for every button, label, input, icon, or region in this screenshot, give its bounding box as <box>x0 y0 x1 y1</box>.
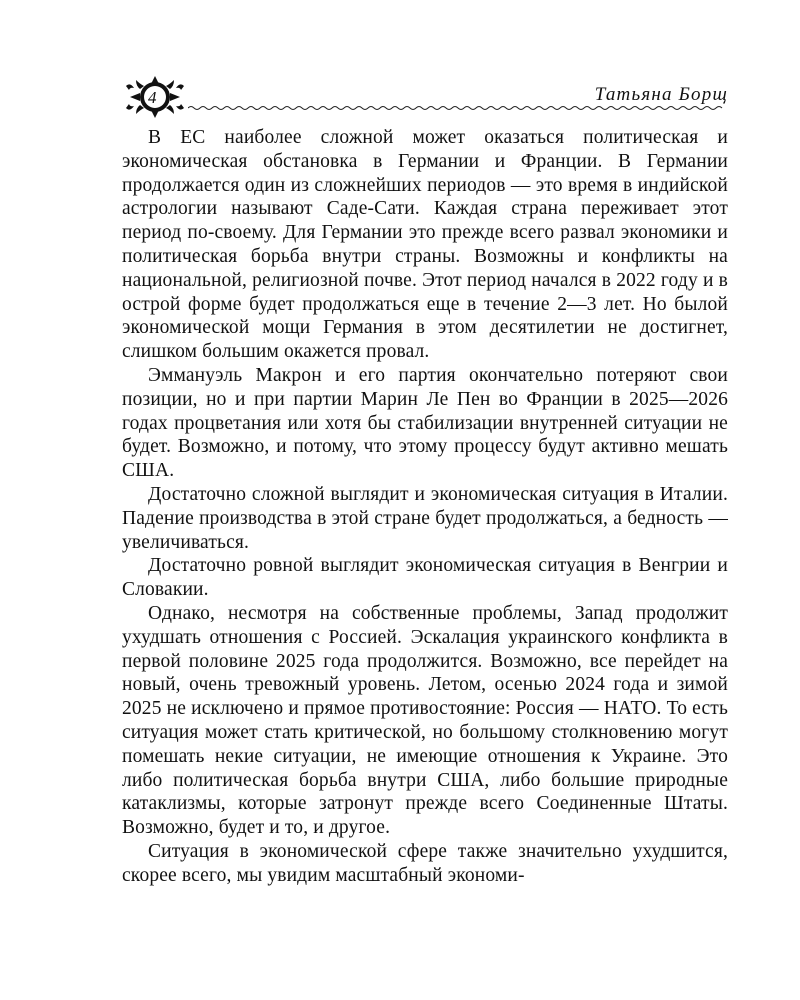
article-body <box>122 126 728 888</box>
paragraph: Ситуация в экономической сфере также значительно ухудшится, скорее всего, мы увидим масштабный экономи- <box>122 840 728 886</box>
page-number: 4 <box>148 88 157 107</box>
author-name: Татьяна Борщ <box>594 84 728 105</box>
paragraph: Эммануэль Макрон и его партия окончательно потеряют свои позиции, но и при партии Марин Ле Пен во Франции в 2025—2026 годах процветания или хотя бы стабилизации внутренней ситуации не будет. Возможно, и потому, что этому процессу будут активно мешать США. <box>122 364 728 482</box>
paragraph: Однако, несмотря на собственные проблемы, Запад продолжит ухудшать отношения с Россией. Эскалация украинского конфликта в первой половине 2025 года продолжится. Возможно, все перейдет на новый, очень тревожный уровень. Летом, осенью 2024 года и зимой 2025 не исключено и прямое противостояние: Россия — НАТО. То есть ситуация может стать критической, но большому столкновению могут помешать некие ситуации, не имеющие отношения к Украине. Это либо политическая борьба внутри США, либо большие природные катаклизмы, которые затронут прежде всего Соединенные Штаты. Возможно, будет и то, и другое. <box>122 602 728 839</box>
running-header <box>118 72 728 122</box>
paragraph: В ЕС наиболее сложной может оказаться политическая и экономическая обстановка в Германии и Франции. В Германии продолжается один из сложнейших периодов — это время в индийской астрологии называют Саде-Сати. Каждая страна переживает этот период по-своему. Для Германии это прежде всего развал экономики и политическая борьба внутри страны. Возможны и конфликты на национальной, религиозной почве. Этот период начался в 2022 году и в острой форме будет продолжаться еще в течение 2—3 лет. Но былой экономической мощи Германия в этом десятилетии не достигнет, слишком большим окажется провал. <box>122 127 728 363</box>
paragraph: Достаточно сложной выглядит и экономическая ситуация в Италии. Падение производства в этой стране будет продолжаться, а бедность — увеличиваться. <box>122 483 728 553</box>
paragraph: Достаточно ровной выглядит экономическая ситуация в Венгрии и Словакии. <box>122 555 728 601</box>
